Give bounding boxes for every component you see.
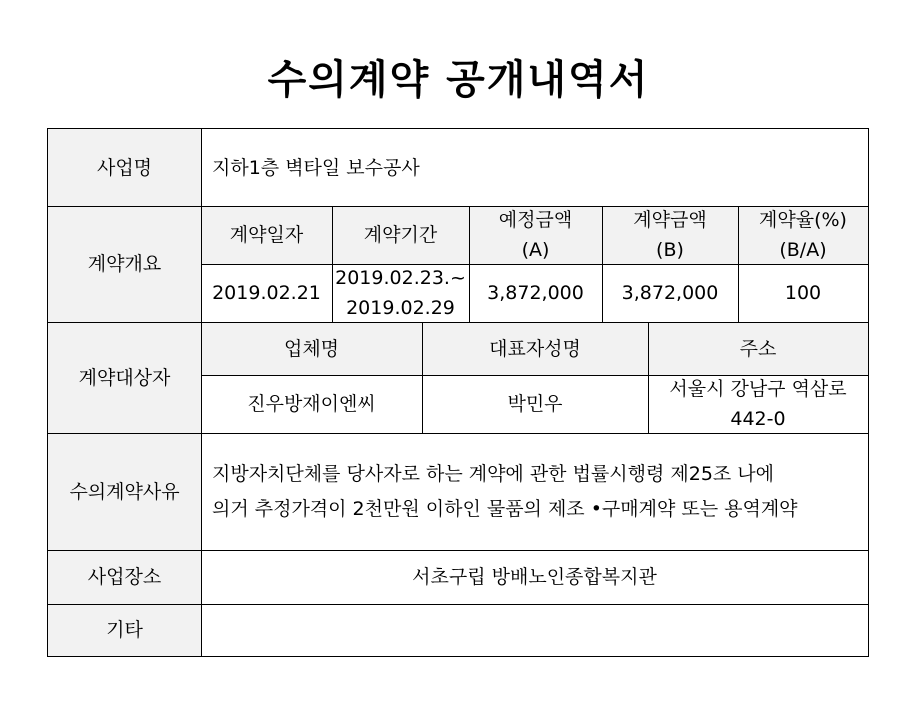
project-name-label: 사업명	[48, 129, 201, 206]
row-divider	[48, 206, 868, 207]
document-title: 수의계약 공개내역서	[267, 57, 650, 103]
row-divider	[48, 433, 868, 434]
value-contract-amount: 3,872,000	[621, 282, 719, 304]
header-address: 주소	[648, 322, 868, 375]
column-divider	[469, 206, 470, 322]
project-name-value: 지하1층 벽타일 보수공사	[212, 156, 420, 179]
header-company-name: 업체명	[201, 322, 422, 375]
column-divider	[738, 206, 739, 322]
column-divider	[422, 322, 423, 433]
column-divider	[648, 322, 649, 433]
location-value: 서초구립 방배노인종합복지관	[412, 566, 657, 588]
contract-overview-label: 계약개요	[48, 206, 201, 322]
value-estimated-amount: 3,872,000	[487, 282, 584, 304]
etc-value	[201, 604, 868, 656]
value-address: 서울시 강남구 역삼로 442-0	[669, 378, 847, 430]
header-contract-date: 계약일자	[201, 206, 332, 264]
row-divider	[48, 604, 868, 605]
value-contract-date: 2019.02.21	[212, 282, 321, 304]
reason-value: 지방자치단체를 당사자로 하는 계약에 관한 법률시행령 제25조 나에 의거 추정가격이 2천만원 이하인 물품의 제조 •구매계약 또는 용역계약	[212, 462, 798, 520]
disclosure-table	[47, 128, 869, 657]
row-divider	[201, 264, 868, 265]
value-representative: 박민우	[507, 393, 563, 415]
column-divider	[332, 206, 333, 322]
row-divider	[201, 375, 868, 376]
value-contract-rate: 100	[784, 282, 822, 304]
row-divider	[48, 322, 868, 323]
header-contract-rate: 계약율(%) (B/A)	[738, 206, 868, 264]
location-label: 사업장소	[48, 550, 201, 604]
value-contract-period: 2019.02.23.~ 2019.02.29	[335, 267, 466, 319]
row-divider	[48, 550, 868, 551]
etc-label: 기타	[48, 604, 201, 656]
header-contract-period: 계약기간	[332, 206, 469, 264]
value-company-name: 진우방재이엔씨	[247, 393, 376, 415]
header-contract-amount: 계약금액 (B)	[602, 206, 738, 264]
column-divider	[201, 129, 202, 656]
column-divider	[602, 206, 603, 322]
header-estimated-amount: 예정금액 (A)	[469, 206, 602, 264]
reason-label: 수의계약사유	[48, 433, 201, 550]
header-representative: 대표자성명	[422, 322, 648, 375]
contractor-label: 계약대상자	[48, 322, 201, 433]
